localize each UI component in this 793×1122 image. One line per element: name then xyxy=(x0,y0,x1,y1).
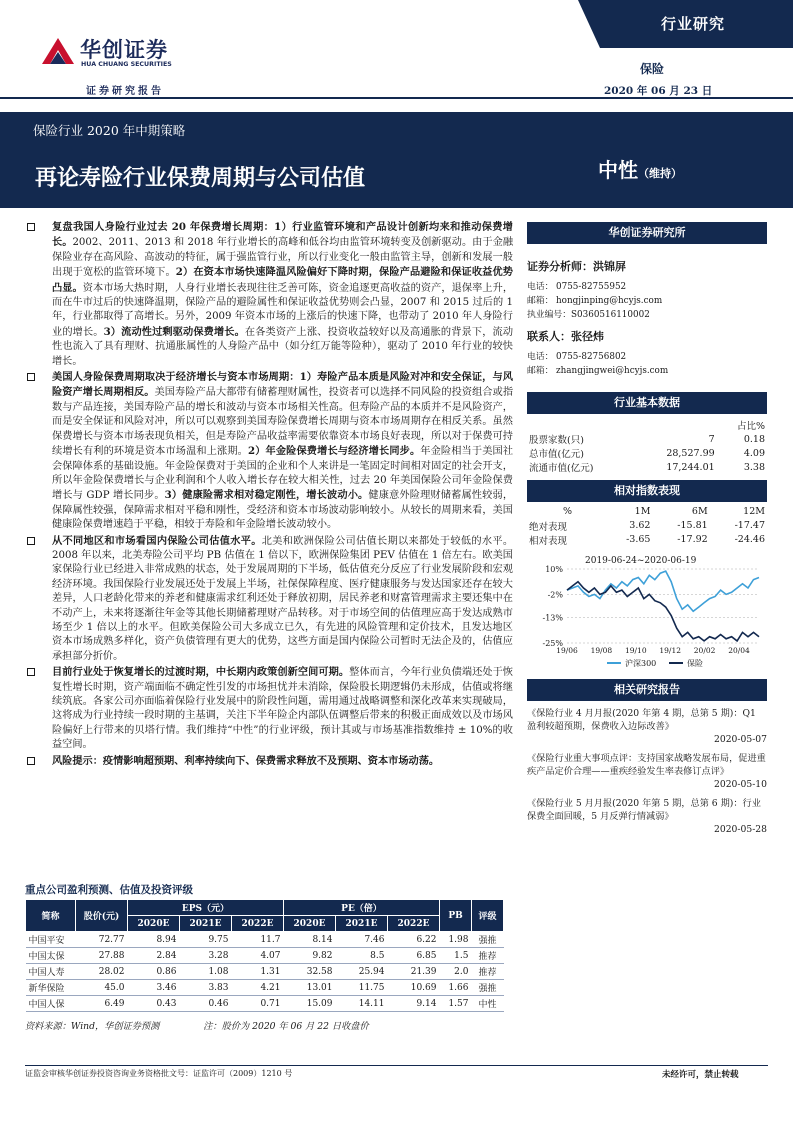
rating: 推荐 xyxy=(472,948,504,964)
related-report-title[interactable]: 《保险行业重大事项点评：支持国家战略发展布局，促进重疾产品定价合理——重疾经验发生率表修订点评》 xyxy=(527,752,766,777)
eps: 8.94 xyxy=(128,932,180,948)
col-header-pe: PE（倍） xyxy=(284,900,440,916)
report-subtitle: 保险行业 2020 年中期策略 xyxy=(33,123,186,138)
logo-chinese: 华创证券 xyxy=(80,38,168,62)
price: 27.88 xyxy=(76,948,128,964)
analyst-email[interactable]: hongjinping@hcyjs.com xyxy=(556,296,663,306)
related-report[interactable] xyxy=(527,797,767,836)
pe: 13.01 xyxy=(284,980,336,996)
bullet-lead: 复盘我国人身险行业过去 20 年保费增长周期：1）行业监管环境和产品设计创新均来和推动保费增长。 xyxy=(52,221,513,249)
eps: 0.46 xyxy=(180,996,232,1012)
y-tick-label: -25% xyxy=(542,638,563,648)
bullet-item xyxy=(25,370,513,532)
row-label: 绝对表现 xyxy=(529,521,568,533)
contact-name: 联系人：张径炜 xyxy=(527,330,604,343)
eps: 1.31 xyxy=(232,964,284,980)
pe: 8.5 xyxy=(336,948,388,964)
eps: 4.21 xyxy=(232,980,284,996)
performance-header: 相对指数表现 xyxy=(527,480,767,502)
col-header-pb: PB xyxy=(440,900,472,932)
bullet-box-icon xyxy=(27,223,35,231)
bullet-box-icon xyxy=(27,668,35,676)
rating-note: （维持） xyxy=(638,167,682,180)
row-value: -17.92 xyxy=(677,534,708,545)
pe: 11.75 xyxy=(336,980,388,996)
pe: 21.39 xyxy=(388,964,440,980)
x-tick-label: 19/06 xyxy=(556,645,578,655)
industry-name: 保险 xyxy=(640,62,665,76)
institute-header: 华创证券研究所 xyxy=(527,222,767,244)
table-row xyxy=(26,948,504,964)
bullet-lead: 从不同地区和市场看国内保险公司估值水平。 xyxy=(52,534,262,547)
pe: 6.22 xyxy=(388,932,440,948)
col-header-price: 股价(元) xyxy=(76,900,128,932)
bullet-text: 美国寿险产品大都带有储蓄理财属性，投资者可以选择不同风险的投资组合或指数与产品连接，美国寿险产品的增长和波动与资本市场相关性高。但寿险产品的本质并不是风险资产，而是安全保证和风险对冲，所以可以观察到美国寿险保费增长周期与资本市场周期存在相反关系。虽然保费增长与资本市场表现负相关，但是寿险产品收益率需要依靠资本市场良好表现，所以对于保费可持续增长有利的环境是资本市场温和上涨期。 xyxy=(52,387,514,458)
pe: 7.46 xyxy=(336,932,388,948)
title-banner xyxy=(0,112,793,208)
col-header-year: 2020E xyxy=(284,916,336,932)
eps: 0.71 xyxy=(232,996,284,1012)
table-row xyxy=(527,533,767,547)
report-type-badge xyxy=(578,0,793,48)
pe: 25.94 xyxy=(336,964,388,980)
table-row xyxy=(26,980,504,996)
pb: 1.98 xyxy=(440,932,472,948)
related-report-date: 2020-05-10 xyxy=(714,778,767,790)
table-row xyxy=(527,460,767,474)
bullet-text: 北美和欧洲保险公司估值长期以来都处于较低的水平。2008 年以来，北美寿险公司平均 PB 估值在 1 倍以下，欧洲保险集团 PEV 估值在 1 倍左右。欧美国家保险行业已经进入非常成熟的状态，处于发展周期的下半场，低估值充分反应了行业发展阶段和宏观经济环境。我国保险行业发展还处于发展上半场，社保保障程度、医疗健康服务与发达国家还存在较大差异，人口老龄化带来的养老和健康需求红利还处于释放初期，居民养老和财富管理需求主要还集中在不动产上，未来将逐渐往年金等其他长期储蓄理财产品转移。对于市场空间的估值理应高于发达成熟市场至少 1 倍以上的水平。但欧美保险公司大多成立已久，有先进的风险管理和定价技术，且发达地区资本市场成熟多样化，资产负债管理有更大的优势，这些方面是国内保险公司暂时无法企及的，估值应承担部分折价。 xyxy=(52,535,514,662)
performance-table xyxy=(527,505,767,547)
related-report[interactable] xyxy=(527,707,767,746)
series-line-1 xyxy=(567,581,759,640)
company-name: 新华保险 xyxy=(26,980,76,996)
chart-title: 2019-06-24~2020-06-19 xyxy=(585,555,697,566)
col-header-year: 2022E xyxy=(232,916,284,932)
badge-label: 行业研究 xyxy=(660,15,725,33)
rating: 中性 xyxy=(472,996,504,1012)
rating-value: 中性 xyxy=(598,158,638,182)
pe: 32.58 xyxy=(284,964,336,980)
col-header-year: 2021E xyxy=(180,916,232,932)
eps: 9.75 xyxy=(180,932,232,948)
source-text: 资料来源：Wind，华创证券预测 xyxy=(25,1021,160,1032)
price: 28.02 xyxy=(76,964,128,980)
eps: 0.86 xyxy=(128,964,180,980)
price: 72.77 xyxy=(76,932,128,948)
report-title: 再论寿险行业保费周期与公司估值 xyxy=(35,166,366,191)
pb: 1.66 xyxy=(440,980,472,996)
pb: 1.57 xyxy=(440,996,472,1012)
company-name: 中国太保 xyxy=(26,948,76,964)
col-header-rating: 评级 xyxy=(472,900,504,932)
company-logo xyxy=(40,34,200,74)
table-row xyxy=(26,996,504,1012)
table-row xyxy=(26,932,504,948)
table-row xyxy=(527,446,767,460)
pe: 9.14 xyxy=(388,996,440,1012)
sidebar xyxy=(527,222,767,836)
summary-bullets xyxy=(25,220,513,770)
row-label: 相对表现 xyxy=(529,535,568,547)
pb: 2.0 xyxy=(440,964,472,980)
analyst-cert: S0360516110002 xyxy=(571,310,650,320)
contact-email[interactable]: zhangjingwei@hcyjs.com xyxy=(556,366,669,376)
bullet-text: 年金险相当于美国社会保障体系的基础设施。年金险保费对于美国的企业和个人来讲是一笔固定时间相对固定的社会开支，所以年金险保费增长与企业利润和个人收入增长存在较大相关性，过去 20 年美国保险公司年金险保费增长与 GDP 增长同步。 xyxy=(52,446,514,502)
phone-label: 电话： xyxy=(527,282,554,292)
analyst-phone: 0755-82755952 xyxy=(556,282,627,292)
bullet-box-icon xyxy=(27,373,35,381)
bullet-lead: 美国人身险保费周期取决于经济增长与资本市场周期：1）寿险产品本质是风险对冲和安全保证，与风险资产增长周期相反。 xyxy=(52,371,513,399)
bullet-lead: 2）年金险保费增长与经济增长同步。 xyxy=(248,445,421,458)
eps: 11.7 xyxy=(232,932,284,948)
col-header-name: 简称 xyxy=(26,900,76,932)
report-kind: 证券研究报告 xyxy=(86,86,164,97)
row-value: -17.47 xyxy=(734,520,765,531)
footer-license: 证监会审核华创证券投资咨询业务资格批文号：证监许可（2009）1210 号 xyxy=(25,1069,293,1078)
rating: 推荐 xyxy=(472,964,504,980)
related-report[interactable] xyxy=(527,752,767,791)
bullet-lead: 3）健康险需求相对稳定刚性，增长波动小。 xyxy=(164,489,369,502)
row-pct: 4.09 xyxy=(743,447,765,459)
eps: 3.46 xyxy=(128,980,180,996)
footer-divider xyxy=(25,1065,768,1066)
bullet-item xyxy=(25,534,513,665)
contact-details xyxy=(527,350,767,378)
basic-data-header: 行业基本数据 xyxy=(527,392,767,414)
table-source xyxy=(25,1018,369,1032)
bullet-item xyxy=(25,754,513,769)
row-value: 3.62 xyxy=(629,520,651,531)
legend-label-1: 保险 xyxy=(687,658,703,668)
eps: 1.08 xyxy=(180,964,232,980)
rating: 强推 xyxy=(472,980,504,996)
col-header-year: 2022E xyxy=(388,916,440,932)
performance-chart xyxy=(527,551,767,671)
x-tick-label: 20/04 xyxy=(728,645,750,655)
eps: 3.83 xyxy=(180,980,232,996)
estimates-table xyxy=(25,899,504,1012)
bullet-text: 整体而言，今年行业负债端还处于恢复性增长时期，资产端面临不确定性引发的市场担忧并未消除，保险股长期逻辑仍未形成，估值或将继续筑底。各家公司亦面临着保险行业发展中的阶段性问题，需用通过战略调整和深化改革来实现破局，这将成为行业持续一段时期的主基调，关注下半年险企内部队伍调整后带来的积极正面成效以及市场风险偏好上行带来的贝塔行情。我们维持“中性”的行业评级，预计其或与市场基准指数维持 ± 10%的收益空间。 xyxy=(52,667,513,751)
col-header-year: 2020E xyxy=(128,916,180,932)
performance-chart-svg xyxy=(527,551,767,671)
pe: 10.69 xyxy=(388,980,440,996)
company-name: 中国人保 xyxy=(26,996,76,1012)
bullet-item xyxy=(25,665,513,752)
col-header-year: 2021E xyxy=(336,916,388,932)
table-row xyxy=(26,964,504,980)
pe: 8.14 xyxy=(284,932,336,948)
email-label: 邮箱： xyxy=(527,296,554,306)
row-label: 股票家数(只) xyxy=(529,435,584,446)
bullet-item xyxy=(25,220,513,369)
col-header: 6M xyxy=(691,506,708,518)
row-label: 总市值(亿元) xyxy=(529,449,584,460)
related-report-date: 2020-05-07 xyxy=(714,733,767,745)
company-name: 中国平安 xyxy=(26,932,76,948)
row-pct: 0.18 xyxy=(743,433,765,445)
col-header: 1M xyxy=(634,506,651,518)
related-report-date: 2020-05-28 xyxy=(714,823,767,835)
bullet-box-icon xyxy=(27,537,35,545)
note-text: 注：股价为 2020 年 06 月 22 日收盘价 xyxy=(203,1021,369,1032)
bullet-lead: 风险提示：疫情影响超预期、利率持续向下、保费需求释放不及预期、资本市场动荡。 xyxy=(52,754,440,767)
eps: 2.84 xyxy=(128,948,180,964)
price: 45.0 xyxy=(76,980,128,996)
contact-phone: 0755-82756802 xyxy=(556,352,627,362)
footer-notice: 未经许可，禁止转载 xyxy=(662,1070,739,1080)
pb: 1.5 xyxy=(440,948,472,964)
bullet-text: 在各类资产上涨、投资收益较好以及高通胀的背景下，流动性也流入了具有理财、抗通胀属性的人身险产品中（如分红万能等险种），驱动了 2010 年行业的较快增长。 xyxy=(52,326,514,367)
logo-english: HUA CHUANG SECURITIES xyxy=(81,61,172,68)
estimates-table-title: 重点公司盈利预测、估值及投资评级 xyxy=(25,884,193,896)
col-header: 12M xyxy=(743,506,765,518)
y-tick-label: -13% xyxy=(542,613,563,623)
row-value: -24.46 xyxy=(734,534,765,545)
phone-label: 电话： xyxy=(527,352,554,362)
col-header-eps: EPS（元） xyxy=(128,900,284,916)
row-label: 流通市值(亿元) xyxy=(529,463,594,474)
table-row xyxy=(527,519,767,533)
report-date: 2020 年 06 月 23 日 xyxy=(604,85,713,97)
eps: 3.28 xyxy=(180,948,232,964)
pe: 15.09 xyxy=(284,996,336,1012)
analyst-contact xyxy=(527,280,767,322)
cert-label: 执业编号： xyxy=(527,310,571,320)
analyst-name: 证券分析师：洪锦屏 xyxy=(527,260,626,273)
x-tick-label: 19/10 xyxy=(624,645,647,655)
eps: 4.07 xyxy=(232,948,284,964)
y-tick-label: -2% xyxy=(547,589,563,599)
pe: 6.85 xyxy=(388,948,440,964)
bullet-text: 资本市场大热时期，人身行业增长表现往往乏善可陈，资金追逐更高收益的资产，退保率上升，而在牛市过后的快速降温期，保险产品的避险属性和保证收益优势则会凸显，2007 和 2015 过后的 1 年，行业都取得了高增长。另外，2009 年资本市场的上涨后的快速下降，也带动了 2010 年人身险行业的增长。 xyxy=(52,282,514,338)
pe: 9.82 xyxy=(284,948,336,964)
related-report-title[interactable]: 《保险行业 4 月月报(2020 年第 4 期，总第 5 期)：Q1 盈利较超预期，保费收入边际改善》 xyxy=(527,707,756,732)
row-value: -3.65 xyxy=(626,534,651,545)
eps: 0.43 xyxy=(128,996,180,1012)
bullet-box-icon xyxy=(27,757,35,765)
row-value: 28,527.99 xyxy=(666,447,715,459)
y-tick-label: 10% xyxy=(545,564,563,574)
legend-label-0: 沪深300 xyxy=(625,658,657,668)
x-tick-label: 19/12 xyxy=(659,645,682,655)
bullet-lead: 3）流动性过剩驱动保费增长。 xyxy=(103,325,245,338)
pct-column-header: 占比% xyxy=(736,421,765,432)
bullet-text: 健康意外险理财储蓄属性较弱，保障属性较强，保障需求相对平稳和刚性，受经济和资本市场波动影响较小。从较长的周期来看，美国健康险保费增速趋于平稳，相较于寿险和年金险增长波动较小。 xyxy=(52,490,514,531)
price: 6.49 xyxy=(76,996,128,1012)
row-value: 17,244.01 xyxy=(666,461,715,473)
email-label: 邮箱： xyxy=(527,366,554,376)
bullet-lead: 目前行业处于恢复增长的过渡时期，中长期内政策创新空间可期。 xyxy=(52,666,350,679)
col-header: % xyxy=(563,506,573,518)
row-value: 7 xyxy=(708,433,715,445)
row-pct: 3.38 xyxy=(743,461,765,473)
x-tick-label: 19/08 xyxy=(590,645,613,655)
table-row xyxy=(527,432,767,446)
logo-mark-icon xyxy=(40,34,76,70)
rating: 强推 xyxy=(472,932,504,948)
bullet-lead: 2）在资本市场快速降温风险偏好下降时期，保险产品避险和保证收益优势凸显。 xyxy=(52,266,513,294)
basic-data-table xyxy=(527,418,767,474)
row-value: -15.81 xyxy=(677,520,708,531)
related-reports-header: 相关研究报告 xyxy=(527,679,767,701)
bullet-text: 2002、2011、2013 和 2018 年行业增长的高峰和低谷均由监管环境转变及创新驱动。由于金融保险业存在高风险、高波动的特征，属于强监管行业，所以行业变化一般由监管主导，创新和发展一般出现于宽松的监管环境下。 xyxy=(52,237,514,279)
related-report-title[interactable]: 《保险行业 5 月月报(2020 年第 5 期，总第 6 期)：行业保费全面回暖，5 月反弹行情减弱》 xyxy=(527,797,761,822)
x-tick-label: 20/02 xyxy=(693,645,716,655)
company-name: 中国人寿 xyxy=(26,964,76,980)
industry-rating xyxy=(598,154,682,183)
pe: 14.11 xyxy=(336,996,388,1012)
